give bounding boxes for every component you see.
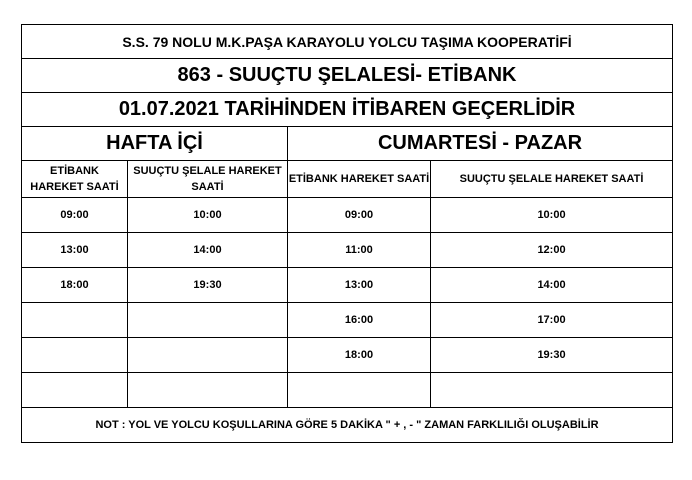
weekend-etibank-time: 13:00 [288,268,431,303]
table-row [22,338,673,373]
table-row [22,373,673,408]
weekend-etibank-time: 16:00 [288,303,431,338]
weekday-suuctu-time [128,373,288,408]
weekday-etibank-time [22,373,128,408]
weekday-etibank-time [22,338,128,373]
table-row [22,233,673,268]
weekday-suuctu-header: SUUÇTU ŞELALE HAREKET SAATİ [128,161,288,198]
weekday-etibank-time: 13:00 [22,233,128,268]
weekend-etibank-header: ETİBANK HAREKET SAATİ [288,161,431,198]
weekend-title: CUMARTESİ - PAZAR [288,127,673,161]
weekend-etibank-time [288,373,431,408]
footer-note: NOT : YOL VE YOLCU KOŞULLARINA GÖRE 5 DAKİKA " + , - " ZAMAN FARKLILIĞI OLUŞABİLİR [22,408,673,443]
weekday-suuctu-time: 10:00 [128,198,288,233]
table-row [22,268,673,303]
weekend-etibank-time: 18:00 [288,338,431,373]
weekend-suuctu-time: 14:00 [431,268,673,303]
validity-date: 01.07.2021 TARİHİNDEN İTİBAREN GEÇERLİDİR [22,93,673,127]
company-title: S.S. 79 NOLU M.K.PAŞA KARAYOLU YOLCU TAŞIMA KOOPERATİFİ [22,25,673,59]
table-row [22,303,673,338]
weekday-suuctu-time: 19:30 [128,268,288,303]
weekday-suuctu-time [128,338,288,373]
weekday-suuctu-time [128,303,288,338]
weekday-etibank-header: ETİBANK HAREKET SAATİ [22,161,128,198]
timetable [21,24,673,443]
timetable-sheet [21,24,672,443]
weekend-suuctu-header: SUUÇTU ŞELALE HAREKET SAATİ [431,161,673,198]
weekday-suuctu-time: 14:00 [128,233,288,268]
table-row [22,198,673,233]
weekday-etibank-time: 18:00 [22,268,128,303]
weekend-etibank-time: 11:00 [288,233,431,268]
weekend-suuctu-time [431,373,673,408]
weekend-etibank-time: 09:00 [288,198,431,233]
weekend-suuctu-time: 10:00 [431,198,673,233]
weekday-title: HAFTA İÇİ [22,127,288,161]
weekend-suuctu-time: 12:00 [431,233,673,268]
weekend-suuctu-time: 19:30 [431,338,673,373]
weekday-etibank-time: 09:00 [22,198,128,233]
weekend-suuctu-time: 17:00 [431,303,673,338]
weekday-etibank-time [22,303,128,338]
route-title: 863 - SUUÇTU ŞELALESİ- ETİBANK [22,59,673,93]
